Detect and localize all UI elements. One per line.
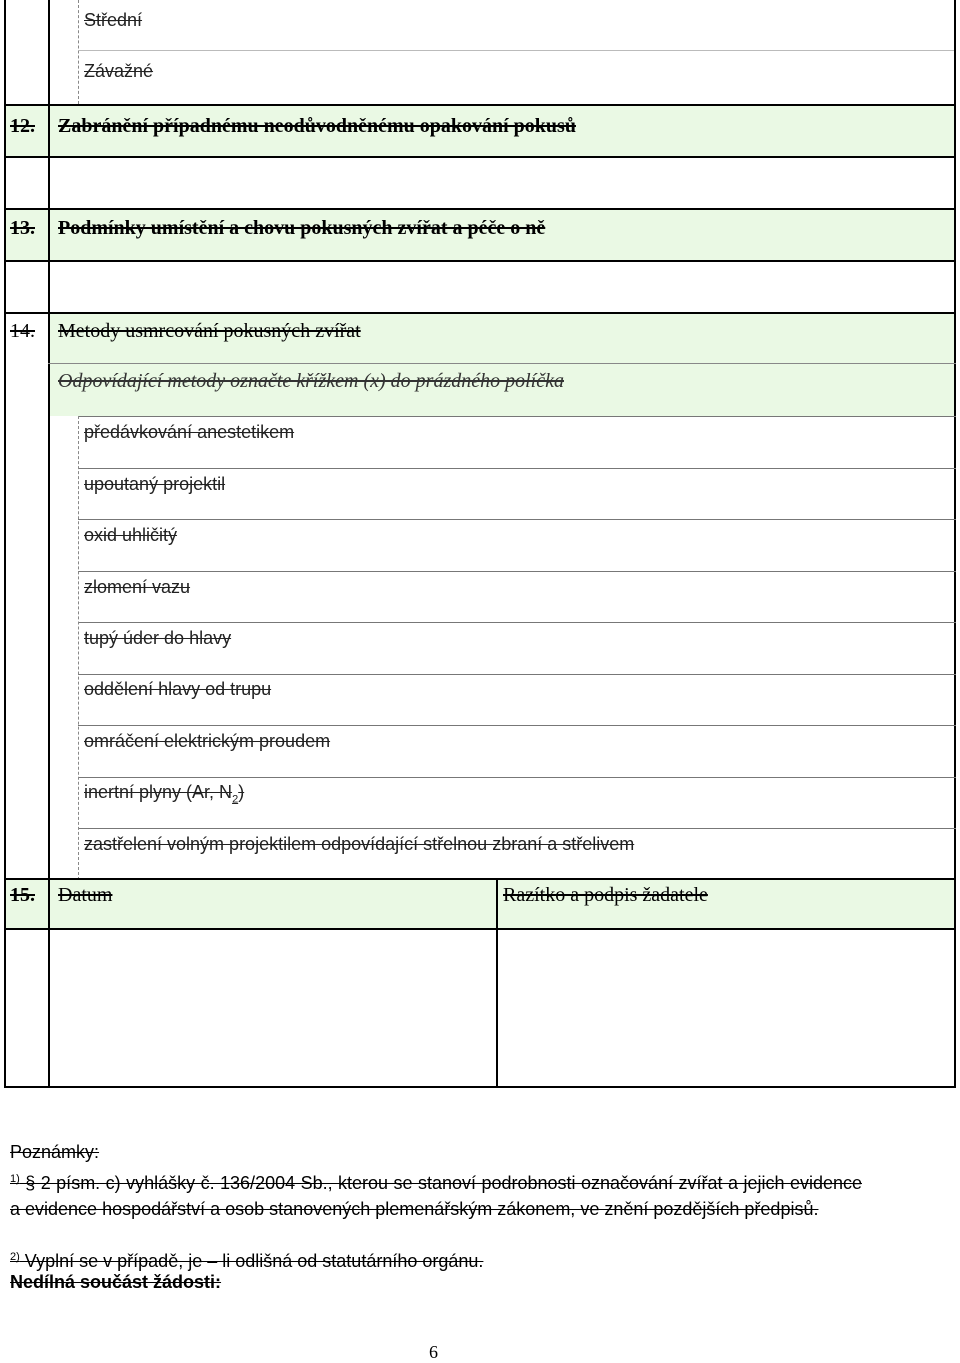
stamp-signature-label: Razítko a podpis žadatele — [503, 884, 708, 906]
date-field[interactable] — [52, 930, 494, 1086]
section-12-title: Zabránění případnému neodůvodněnému opakování pokusů — [58, 115, 576, 137]
method-row-divider — [78, 622, 956, 623]
section-12-number: 12. — [10, 115, 35, 137]
notes-heading: Poznámky: — [10, 1142, 100, 1162]
section-14-instruction: Odpovídající metody označte křížkem (x) do prázdného políčka — [58, 370, 564, 392]
section-13-answer-field[interactable] — [4, 260, 956, 314]
method-row-divider — [78, 468, 956, 469]
section-12-answer-field[interactable] — [4, 156, 956, 210]
method-item: omráčení elektrickým proudem — [84, 731, 331, 751]
method-checkbox[interactable] — [50, 778, 78, 828]
method-row-divider — [78, 725, 956, 726]
method-checkbox[interactable] — [50, 520, 78, 570]
method-row-divider — [78, 674, 956, 675]
method-row-divider — [78, 571, 956, 572]
section-14-number: 14. — [10, 320, 35, 342]
severity-block — [4, 0, 956, 106]
note-1: $^{1)}$ § 2 písm. c) vyhlášky č. 136/2004 Sb., kterou se stanoví podrobnosti označování zvířat a jejich evidence a evidence hospodářství a osob stanovených plemenářským zákonem, ve znění pozdějších předpisů. — [10, 1173, 862, 1219]
section-15-number: 15. — [10, 884, 35, 906]
method-checkbox[interactable] — [50, 675, 78, 725]
method-item: předávkování anestetikem — [84, 422, 295, 442]
section-13-number: 13. — [10, 217, 35, 239]
required-attachments-heading: Nedílná součást žádosti: — [10, 1272, 222, 1292]
method-row-divider — [78, 519, 956, 520]
method-checkbox[interactable] — [50, 572, 78, 622]
method-item: upoutaný projektil — [84, 474, 226, 494]
method-item: zlomení vazu — [84, 577, 191, 597]
method-item: oxid uhličitý — [84, 525, 178, 545]
note-2: $^{2)}$ Vyplní se v případě, je – li odlišná od statutárního orgánu. — [10, 1251, 484, 1271]
section-15-header — [4, 878, 956, 930]
method-row-divider — [78, 777, 956, 778]
section-14-title: Metody usmrcování pokusných zvířat — [58, 320, 361, 342]
method-item: oddělení hlavy od trupu — [84, 679, 272, 699]
method-row-divider — [78, 416, 956, 417]
severity-item-stredni: Střední — [84, 10, 143, 30]
page-number: 6 — [429, 1342, 438, 1362]
method-checkbox[interactable] — [50, 829, 78, 879]
method-checkbox[interactable] — [50, 469, 78, 519]
stamp-signature-field[interactable] — [500, 930, 954, 1086]
method-checkbox[interactable] — [50, 417, 78, 467]
date-label: Datum — [58, 884, 113, 906]
method-checkbox[interactable] — [50, 623, 78, 673]
section-13-title: Podmínky umístění a chovu pokusných zvířat a péče o ně — [58, 217, 546, 239]
method-checkbox[interactable] — [50, 726, 78, 776]
severity-item-zavazne: Závažné — [84, 61, 154, 81]
method-item-inert-gases: inertní plyny (Ar, $N_2$) — [84, 782, 245, 806]
method-item: zastřelení volným projektilem odpovídající střelnou zbraní a střelivem — [84, 834, 635, 854]
method-item: tupý úder do hlavy — [84, 628, 232, 648]
method-row-divider — [78, 828, 956, 829]
